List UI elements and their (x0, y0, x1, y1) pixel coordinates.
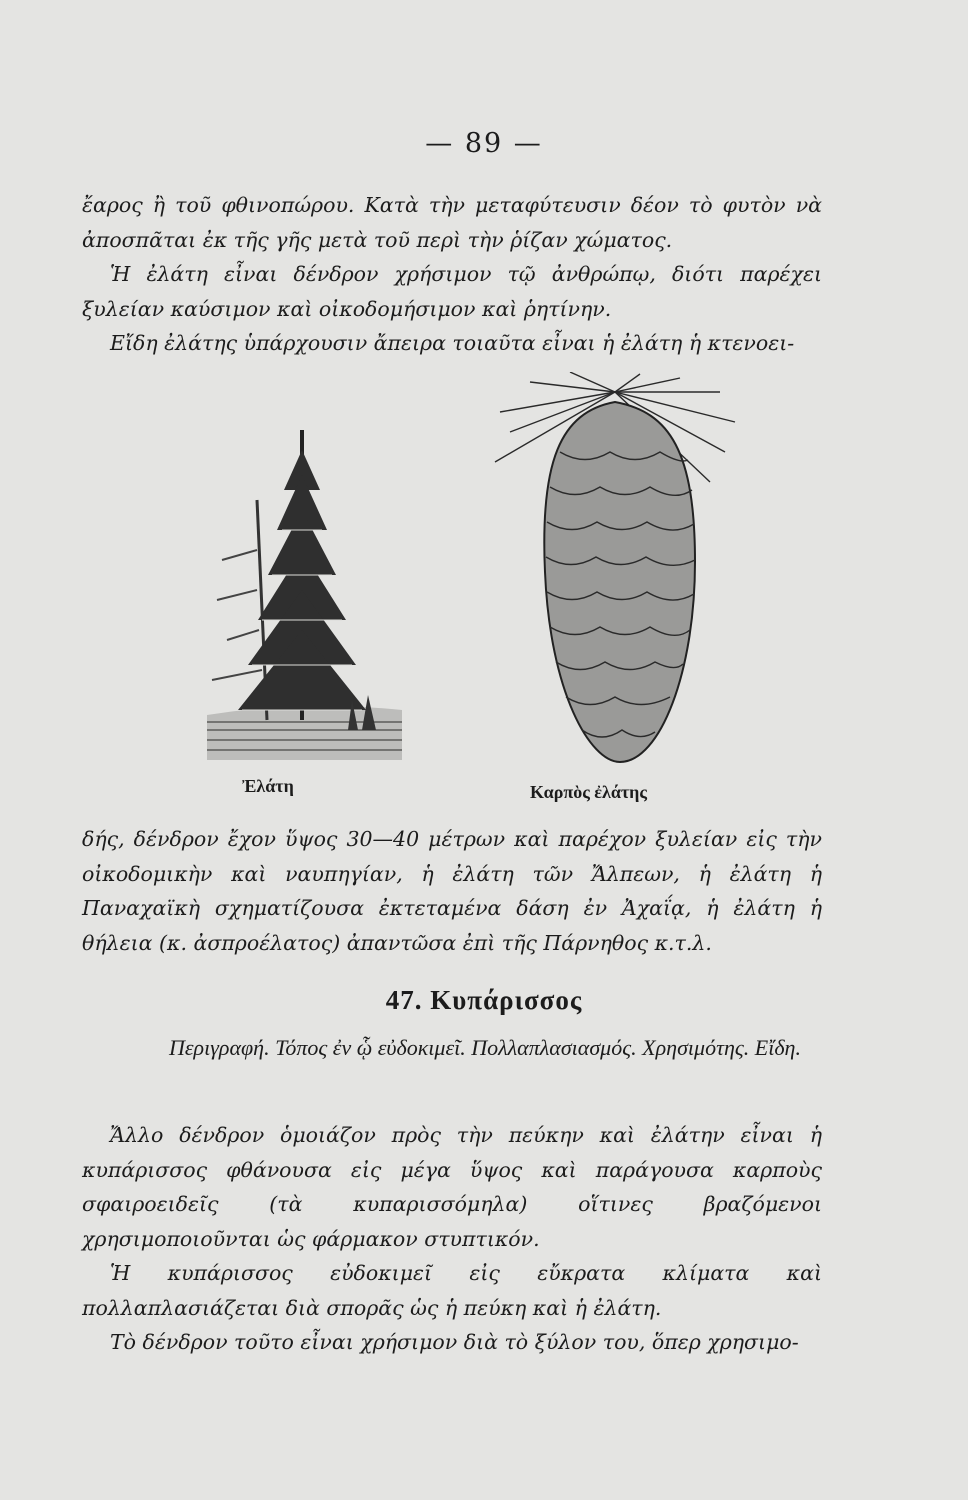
paragraph: ἔαρος ἢ τοῦ φθινοπώρου. Κατὰ τὴν μεταφύτευσιν δέον τὸ φυτὸν νὰ ἀποσπᾶται ἐκ τῆς γῆς μετὰ τοῦ περὶ τὴν ῥίζαν χώματος. (82, 193, 822, 252)
top-text-block (82, 188, 822, 361)
paragraph: Ἄλλο δένδρον ὁμοιάζον πρὸς τὴν πεύκην καὶ ἐλάτην εἶναι ἡ κυπάρισσος φθάνουσα εἰς μέγα ὕψος καὶ παράγουσα καρποὺς σφαιροειδεῖς (τὰ κυπαρισσόμηλα) οἵτινες βραζόμενοι χρησιμοποιοῦνται ὡς φάρμακον στυπτικόν. (82, 1123, 822, 1251)
section-title: 47. Κυπάρισσος (385, 985, 583, 1015)
paragraph: Εἴδη ἐλάτης ὑπάρχουσιν ἄπειρα τοιαῦτα εἶναι ἡ ἐλάτη ἡ κτενοει- (110, 331, 795, 355)
cone-caption: Καρπὸς ἐλάτης (530, 782, 647, 802)
paragraph: Ἡ ἐλάτη εἶναι δένδρον χρήσιμον τῷ ἀνθρώπῳ, διότι παρέχει ξυλείαν καύσιμον καὶ οἰκοδομήσιμον καὶ ῥητίνην. (82, 262, 822, 321)
section-subtitle: Περιγραφή. Τόπος ἐν ᾧ εὐδοκιμεῖ. Πολλαπλασιασμός. Χρησιμότης. Εἴδη. (169, 1035, 801, 1060)
fir-cone-illustration (490, 372, 740, 767)
paragraph: Τὸ δένδρον τοῦτο εἶναι χρήσιμον διὰ τὸ ξύλον του, ὅπερ χρησιμο- (110, 1330, 799, 1354)
fir-tree-illustration (202, 430, 407, 760)
figures (190, 372, 750, 812)
page-number: — 89 — (425, 128, 543, 159)
paragraph: δής, δένδρον ἔχον ὕψος 30—40 μέτρων καὶ παρέχον ξυλείαν εἰς τὴν οἰκοδομικὴν καὶ ναυπηγίαν, ἡ ἐλάτη τῶν Ἄλπεων, ἡ ἐλάτη ἡ Παναχαϊκὴ σχηματίζουσα ἐκτεταμένα δάση ἐν Ἀχαΐᾳ, ἡ ἐλάτη ἡ θήλεια (κ. ἀσπροέλατος) ἀπαντῶσα ἐπὶ τῆς Πάρνηθος κ.τ.λ. (82, 827, 822, 955)
tree-caption: Ἐλάτη (242, 776, 294, 796)
bottom-text-block (82, 1118, 822, 1360)
mid-text-block (82, 822, 822, 960)
paragraph: Ἡ κυπάρισσος εὐδοκιμεῖ εἰς εὔκρατα κλίματα καὶ πολλαπλασιάζεται διὰ σπορᾶς ὡς ἡ πεύκη καὶ ἡ ἐλάτη. (82, 1261, 822, 1320)
